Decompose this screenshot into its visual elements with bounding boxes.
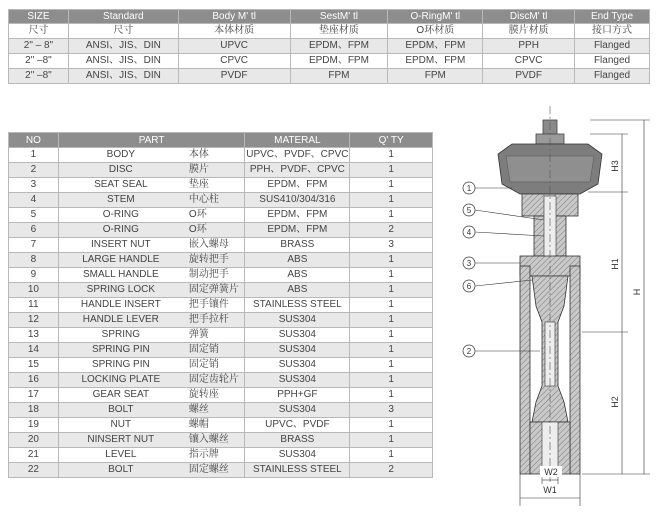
part-name: LEVEL xyxy=(58,448,183,463)
part-quantity: 1 xyxy=(350,448,433,463)
valve-section-drawing xyxy=(450,96,660,512)
part-name: NUT xyxy=(58,418,183,433)
spec-cell: ANSI、JIS、DIN xyxy=(68,39,178,54)
part-name-chinese: 弹簧 xyxy=(183,328,245,343)
parts-row xyxy=(9,208,433,223)
spec-header-row xyxy=(9,10,650,24)
spec-cell: ANSI、JIS、DIN xyxy=(68,69,178,84)
part-number: 2 xyxy=(9,163,59,178)
part-quantity: 1 xyxy=(350,343,433,358)
spec-cell: PPH xyxy=(483,39,575,54)
parts-row xyxy=(9,298,433,313)
part-name-chinese: 把手镶件 xyxy=(183,298,245,313)
spec-cell: EPDM、FPM xyxy=(388,39,483,54)
part-material: PPH、PVDF、CPVC xyxy=(245,163,350,178)
part-material: ABS xyxy=(245,268,350,283)
part-quantity: 1 xyxy=(350,148,433,163)
part-material: SUS304 xyxy=(245,328,350,343)
spec-header-disc-material: DiscM' tl xyxy=(483,10,575,24)
part-number: 15 xyxy=(9,358,59,373)
part-name: DISC xyxy=(58,163,183,178)
part-quantity: 1 xyxy=(350,283,433,298)
part-name: SMALL HANDLE xyxy=(58,268,183,283)
spec-header-size: SIZE xyxy=(9,10,69,24)
parts-row xyxy=(9,328,433,343)
spec-header-seat-material: SestM' tl xyxy=(290,10,388,24)
callout-number: 4 xyxy=(466,228,472,237)
part-name: LOCKING PLATE xyxy=(58,373,183,388)
callout-number: 6 xyxy=(466,282,472,291)
spec-cell: Flanged xyxy=(575,69,650,84)
part-number: 22 xyxy=(9,463,59,478)
parts-row xyxy=(9,223,433,238)
part-name-chinese: 镶入螺丝 xyxy=(183,433,245,448)
callout-number: 1 xyxy=(466,184,472,193)
part-name-chinese: 旋转座 xyxy=(183,388,245,403)
parts-row xyxy=(9,178,433,193)
part-number: 6 xyxy=(9,223,59,238)
part-name-chinese: O环 xyxy=(183,223,245,238)
parts-row xyxy=(9,268,433,283)
part-name: SPRING PIN xyxy=(58,343,183,358)
part-name-chinese: 制动把手 xyxy=(183,268,245,283)
dimension-label: H2 xyxy=(610,396,620,408)
part-quantity: 1 xyxy=(350,298,433,313)
parts-row xyxy=(9,313,433,328)
spec-cell: 垫座材质 xyxy=(290,24,388,39)
parts-table xyxy=(8,132,433,478)
part-material: SUS304 xyxy=(245,343,350,358)
part-name: SEAT SEAL xyxy=(58,178,183,193)
spec-header-end-type: End Type xyxy=(575,10,650,24)
part-name: SPRING xyxy=(58,328,183,343)
part-name-chinese: 螺帽 xyxy=(183,418,245,433)
part-name-chinese: 指示牌 xyxy=(183,448,245,463)
part-number: 10 xyxy=(9,283,59,298)
spec-cell: 2" –8" xyxy=(9,69,69,84)
part-name-chinese: 固定销 xyxy=(183,358,245,373)
part-name-chinese: 中心柱 xyxy=(183,193,245,208)
dimension-label: H3 xyxy=(610,160,620,172)
part-material: SUS304 xyxy=(245,358,350,373)
part-material: BRASS xyxy=(245,238,350,253)
parts-header-material: MATERAL xyxy=(245,133,350,148)
part-name: HANDLE LEVER xyxy=(58,313,183,328)
part-name-chinese: 把手拉杆 xyxy=(183,313,245,328)
parts-header-row xyxy=(9,133,433,148)
part-quantity: 1 xyxy=(350,388,433,403)
part-material: UPVC、PVDF、CPVC xyxy=(245,148,350,163)
valve-body-section xyxy=(498,106,602,488)
part-number: 14 xyxy=(9,343,59,358)
part-name: SPRING LOCK xyxy=(58,283,183,298)
part-name-chinese: 本体 xyxy=(183,148,245,163)
part-material: EPDM、FPM xyxy=(245,178,350,193)
part-quantity: 1 xyxy=(350,163,433,178)
part-number: 19 xyxy=(9,418,59,433)
spec-cell: Flanged xyxy=(575,54,650,69)
part-number: 9 xyxy=(9,268,59,283)
parts-row xyxy=(9,373,433,388)
part-name-chinese: 固定齿轮片 xyxy=(183,373,245,388)
part-number: 18 xyxy=(9,403,59,418)
dimension-label: H xyxy=(632,288,642,296)
parts-header-qty: Q' TY xyxy=(350,133,433,148)
parts-header-part: PART xyxy=(58,133,245,148)
part-material: SUS304 xyxy=(245,373,350,388)
part-number: 21 xyxy=(9,448,59,463)
part-number: 5 xyxy=(9,208,59,223)
part-name: LARGE HANDLE xyxy=(58,253,183,268)
part-name-chinese: 螺丝 xyxy=(183,403,245,418)
part-name-chinese: 垫座 xyxy=(183,178,245,193)
parts-row xyxy=(9,253,433,268)
spec-row xyxy=(9,69,650,84)
parts-row xyxy=(9,388,433,403)
spec-cell: FPM xyxy=(388,69,483,84)
part-name: HANDLE INSERT xyxy=(58,298,183,313)
part-quantity: 1 xyxy=(350,328,433,343)
part-name: BODY xyxy=(58,148,183,163)
part-name: NINSERT NUT xyxy=(58,433,183,448)
spec-cell: 膜片材质 xyxy=(483,24,575,39)
part-material: ABS xyxy=(245,283,350,298)
spec-chinese-header-row xyxy=(9,24,650,39)
spec-cell: EPDM、FPM xyxy=(290,54,388,69)
spec-header-standard: Standard xyxy=(68,10,178,24)
part-number: 8 xyxy=(9,253,59,268)
part-material: STAINLESS STEEL xyxy=(245,298,350,313)
part-name-chinese: 固定螺丝 xyxy=(183,463,245,478)
part-quantity: 2 xyxy=(350,223,433,238)
part-material: BRASS xyxy=(245,433,350,448)
part-name-chinese: O环 xyxy=(183,208,245,223)
parts-row xyxy=(9,343,433,358)
part-material: EPDM、FPM xyxy=(245,223,350,238)
parts-header-no: NO xyxy=(9,133,59,148)
parts-row xyxy=(9,238,433,253)
specification-table xyxy=(8,9,650,84)
dimension-label: W1 xyxy=(543,485,557,495)
part-material: STAINLESS STEEL xyxy=(245,463,350,478)
part-name: GEAR SEAT xyxy=(58,388,183,403)
part-name-chinese: 固定销 xyxy=(183,343,245,358)
parts-row xyxy=(9,403,433,418)
part-number: 4 xyxy=(9,193,59,208)
part-material: SUS304 xyxy=(245,313,350,328)
part-material: EPDM、FPM xyxy=(245,208,350,223)
spec-cell: O环材质 xyxy=(388,24,483,39)
part-quantity: 1 xyxy=(350,193,433,208)
part-name: SPRING PIN xyxy=(58,358,183,373)
spec-cell: 2" – 8" xyxy=(9,39,69,54)
part-name: BOLT xyxy=(58,403,183,418)
spec-cell: FPM xyxy=(290,69,388,84)
callout-number: 5 xyxy=(466,206,472,215)
part-quantity: 1 xyxy=(350,253,433,268)
spec-cell: 尺寸 xyxy=(68,24,178,39)
parts-row xyxy=(9,433,433,448)
part-name-chinese: 膜片 xyxy=(183,163,245,178)
part-name-chinese: 嵌入螺母 xyxy=(183,238,245,253)
part-name: BOLT xyxy=(58,463,183,478)
spec-cell: 尺寸 xyxy=(9,24,69,39)
spec-cell: PVDF xyxy=(178,69,290,84)
spec-cell: CPVC xyxy=(178,54,290,69)
part-number: 11 xyxy=(9,298,59,313)
spec-header-body-material: Body M' tl xyxy=(178,10,290,24)
part-quantity: 1 xyxy=(350,208,433,223)
spec-cell: ANSI、JIS、DIN xyxy=(68,54,178,69)
part-name-chinese: 旋转把手 xyxy=(183,253,245,268)
callout-number: 3 xyxy=(466,259,472,268)
parts-row xyxy=(9,463,433,478)
parts-row xyxy=(9,163,433,178)
spec-cell: 接口方式 xyxy=(575,24,650,39)
part-number: 3 xyxy=(9,178,59,193)
parts-table-body xyxy=(9,148,433,478)
parts-row xyxy=(9,193,433,208)
dimension-label: W2 xyxy=(544,467,558,477)
parts-row xyxy=(9,148,433,163)
part-quantity: 3 xyxy=(350,403,433,418)
part-quantity: 1 xyxy=(350,313,433,328)
part-material: SUS304 xyxy=(245,403,350,418)
spec-cell: Flanged xyxy=(575,39,650,54)
parts-row xyxy=(9,418,433,433)
part-name: STEM xyxy=(58,193,183,208)
spec-cell: 本体材质 xyxy=(178,24,290,39)
part-name: O-RING xyxy=(58,223,183,238)
part-quantity: 3 xyxy=(350,238,433,253)
spec-row xyxy=(9,39,650,54)
spec-cell: EPDM、FPM xyxy=(388,54,483,69)
part-material: SUS304 xyxy=(245,448,350,463)
part-number: 13 xyxy=(9,328,59,343)
part-number: 1 xyxy=(9,148,59,163)
part-quantity: 1 xyxy=(350,433,433,448)
parts-row xyxy=(9,448,433,463)
spec-header-oring-material: O-RingM' tl xyxy=(388,10,483,24)
parts-row xyxy=(9,283,433,298)
part-name: INSERT NUT xyxy=(58,238,183,253)
part-number: 20 xyxy=(9,433,59,448)
part-quantity: 1 xyxy=(350,418,433,433)
spec-cell: UPVC xyxy=(178,39,290,54)
spec-row xyxy=(9,54,650,69)
part-material: UPVC、PVDF xyxy=(245,418,350,433)
part-material: PPH+GF xyxy=(245,388,350,403)
part-number: 16 xyxy=(9,373,59,388)
part-quantity: 1 xyxy=(350,373,433,388)
spec-cell: PVDF xyxy=(483,69,575,84)
spec-cell: CPVC xyxy=(483,54,575,69)
part-number: 17 xyxy=(9,388,59,403)
callout-number: 2 xyxy=(466,347,472,356)
part-number: 12 xyxy=(9,313,59,328)
part-material: ABS xyxy=(245,253,350,268)
part-quantity: 1 xyxy=(350,178,433,193)
part-quantity: 1 xyxy=(350,358,433,373)
part-name: O-RING xyxy=(58,208,183,223)
part-material: SUS410/304/316 xyxy=(245,193,350,208)
part-quantity: 1 xyxy=(350,268,433,283)
part-number: 7 xyxy=(9,238,59,253)
spec-cell: 2" –8" xyxy=(9,54,69,69)
dimension-label: H1 xyxy=(610,258,620,270)
part-name-chinese: 固定弹簧片 xyxy=(183,283,245,298)
part-quantity: 2 xyxy=(350,463,433,478)
parts-row xyxy=(9,358,433,373)
spec-cell: EPDM、FPM xyxy=(290,39,388,54)
